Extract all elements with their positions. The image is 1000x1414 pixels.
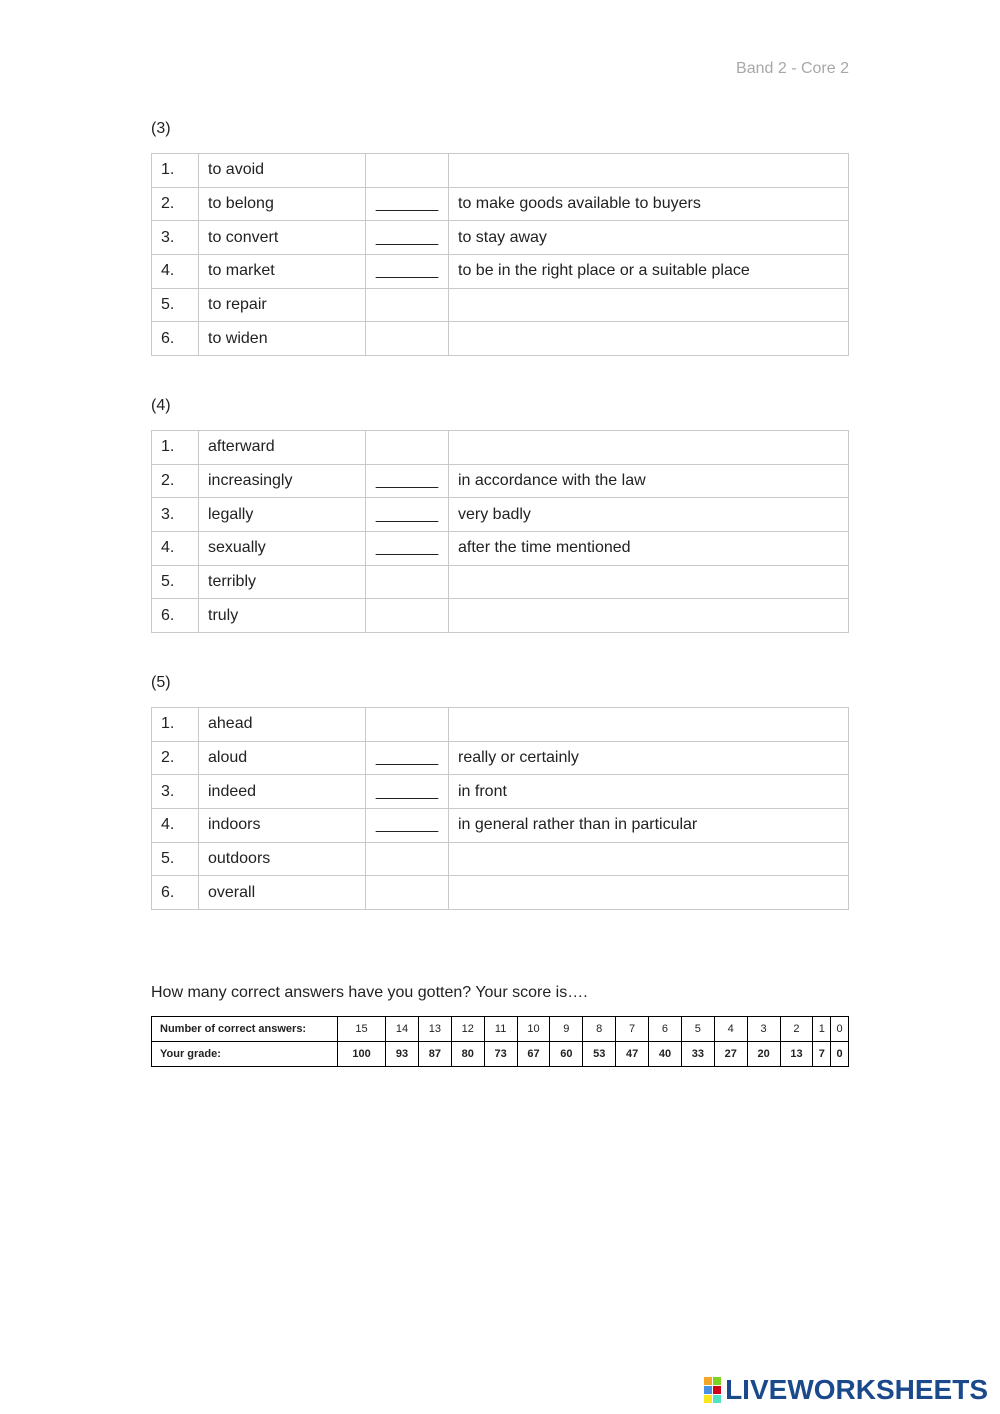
logo-mark-icon	[704, 1377, 721, 1403]
grade-cell: 0	[831, 1042, 849, 1067]
table-row	[152, 154, 849, 188]
grade-label: Your grade:	[152, 1042, 338, 1067]
word-cell: sexually	[199, 532, 366, 566]
row-number: 2.	[152, 741, 199, 775]
table-row	[152, 565, 849, 599]
logo-square	[704, 1395, 712, 1403]
logo-square	[713, 1377, 721, 1385]
page-header: Band 2 - Core 2	[736, 60, 849, 77]
word-cell: increasingly	[199, 464, 366, 498]
answer-blank[interactable]: _______	[366, 464, 449, 498]
table-row	[152, 842, 849, 876]
answer-blank[interactable]: _______	[366, 532, 449, 566]
answer-blank[interactable]: _______	[366, 187, 449, 221]
table-row	[152, 221, 849, 255]
answer-blank	[366, 842, 449, 876]
definition-cell	[449, 599, 849, 633]
answer-blank	[366, 876, 449, 910]
logo-text: LIVEWORKSHEETS	[725, 1374, 988, 1405]
row-number: 6.	[152, 876, 199, 910]
table-row	[152, 498, 849, 532]
row-number: 3.	[152, 498, 199, 532]
grades-row	[152, 1042, 849, 1067]
score-table	[151, 1016, 849, 1067]
word-cell: indoors	[199, 809, 366, 843]
answers-row	[152, 1017, 849, 1042]
answer-blank	[366, 288, 449, 322]
definition-cell	[449, 154, 849, 188]
row-number: 1.	[152, 431, 199, 465]
matching-table-4	[151, 430, 849, 633]
row-number: 1.	[152, 154, 199, 188]
answer-count-cell: 13	[418, 1017, 451, 1042]
definition-cell: in general rather than in particular	[449, 809, 849, 843]
table-row	[152, 532, 849, 566]
word-cell: ahead	[199, 708, 366, 742]
score-question: How many correct answers have you gotten? Your score is….	[151, 984, 588, 1001]
matching-table-3	[151, 153, 849, 356]
answer-blank	[366, 431, 449, 465]
answer-blank	[366, 322, 449, 356]
definition-cell: very badly	[449, 498, 849, 532]
answer-count-cell: 10	[517, 1017, 550, 1042]
definition-cell: in accordance with the law	[449, 464, 849, 498]
answer-count-cell: 9	[550, 1017, 583, 1042]
grade-cell: 40	[649, 1042, 682, 1067]
definition-cell: after the time mentioned	[449, 532, 849, 566]
grade-cell: 100	[338, 1042, 386, 1067]
grade-cell: 87	[418, 1042, 451, 1067]
answer-count-cell: 2	[780, 1017, 813, 1042]
logo-square	[713, 1395, 721, 1403]
word-cell: afterward	[199, 431, 366, 465]
table-row	[152, 708, 849, 742]
word-cell: aloud	[199, 741, 366, 775]
grade-cell: 7	[813, 1042, 831, 1067]
section-label-3: (3)	[151, 120, 171, 137]
word-cell: to convert	[199, 221, 366, 255]
table-row	[152, 322, 849, 356]
row-number: 5.	[152, 842, 199, 876]
table-row	[152, 775, 849, 809]
definition-cell: to stay away	[449, 221, 849, 255]
answer-count-cell: 11	[484, 1017, 517, 1042]
row-number: 3.	[152, 775, 199, 809]
definition-cell	[449, 288, 849, 322]
logo-square	[713, 1386, 721, 1394]
word-cell: overall	[199, 876, 366, 910]
grade-cell: 80	[451, 1042, 484, 1067]
grade-cell: 53	[583, 1042, 616, 1067]
word-cell: legally	[199, 498, 366, 532]
answer-blank[interactable]: _______	[366, 221, 449, 255]
grade-cell: 60	[550, 1042, 583, 1067]
answer-blank[interactable]: _______	[366, 809, 449, 843]
row-number: 6.	[152, 322, 199, 356]
answer-blank[interactable]: _______	[366, 255, 449, 289]
word-cell: to belong	[199, 187, 366, 221]
answer-blank[interactable]: _______	[366, 775, 449, 809]
word-cell: to market	[199, 255, 366, 289]
row-number: 6.	[152, 599, 199, 633]
word-cell: terribly	[199, 565, 366, 599]
answer-count-cell: 8	[583, 1017, 616, 1042]
answer-count-cell: 14	[386, 1017, 419, 1042]
definition-cell: really or certainly	[449, 741, 849, 775]
liveworksheets-logo[interactable]	[704, 1374, 988, 1406]
word-cell: indeed	[199, 775, 366, 809]
grade-cell: 13	[780, 1042, 813, 1067]
row-number: 4.	[152, 809, 199, 843]
row-number: 5.	[152, 565, 199, 599]
definition-cell	[449, 322, 849, 356]
table-row	[152, 599, 849, 633]
table-row	[152, 876, 849, 910]
definition-cell	[449, 431, 849, 465]
word-cell: to repair	[199, 288, 366, 322]
definition-cell	[449, 708, 849, 742]
grade-cell: 67	[517, 1042, 550, 1067]
answer-count-cell: 5	[681, 1017, 714, 1042]
logo-square	[704, 1377, 712, 1385]
answer-blank[interactable]: _______	[366, 741, 449, 775]
definition-cell: in front	[449, 775, 849, 809]
answer-blank	[366, 708, 449, 742]
word-cell: to widen	[199, 322, 366, 356]
answer-count-cell: 7	[616, 1017, 649, 1042]
section-label-4: (4)	[151, 397, 171, 414]
answer-count-cell: 15	[338, 1017, 386, 1042]
table-row	[152, 255, 849, 289]
matching-table-5	[151, 707, 849, 910]
row-number: 2.	[152, 464, 199, 498]
row-number: 4.	[152, 255, 199, 289]
section-label-5: (5)	[151, 674, 171, 691]
answer-blank	[366, 154, 449, 188]
answer-count-cell: 12	[451, 1017, 484, 1042]
answer-count-cell: 3	[747, 1017, 780, 1042]
definition-cell	[449, 842, 849, 876]
table-row	[152, 431, 849, 465]
row-number: 2.	[152, 187, 199, 221]
logo-square	[704, 1386, 712, 1394]
definition-cell: to make goods available to buyers	[449, 187, 849, 221]
table-row	[152, 288, 849, 322]
row-number: 3.	[152, 221, 199, 255]
definition-cell	[449, 565, 849, 599]
table-row	[152, 809, 849, 843]
answer-count-cell: 1	[813, 1017, 831, 1042]
grade-cell: 47	[616, 1042, 649, 1067]
answer-count-cell: 4	[714, 1017, 747, 1042]
answer-count-cell: 0	[831, 1017, 849, 1042]
definition-cell	[449, 876, 849, 910]
table-row	[152, 187, 849, 221]
row-number: 4.	[152, 532, 199, 566]
word-cell: outdoors	[199, 842, 366, 876]
answers-label: Number of correct answers:	[152, 1017, 338, 1042]
answer-blank[interactable]: _______	[366, 498, 449, 532]
answer-blank	[366, 565, 449, 599]
table-row	[152, 741, 849, 775]
grade-cell: 93	[386, 1042, 419, 1067]
definition-cell: to be in the right place or a suitable place	[449, 255, 849, 289]
word-cell: to avoid	[199, 154, 366, 188]
row-number: 5.	[152, 288, 199, 322]
grade-cell: 33	[681, 1042, 714, 1067]
table-row	[152, 464, 849, 498]
grade-cell: 20	[747, 1042, 780, 1067]
grade-cell: 27	[714, 1042, 747, 1067]
answer-blank	[366, 599, 449, 633]
answer-count-cell: 6	[649, 1017, 682, 1042]
row-number: 1.	[152, 708, 199, 742]
word-cell: truly	[199, 599, 366, 633]
grade-cell: 73	[484, 1042, 517, 1067]
